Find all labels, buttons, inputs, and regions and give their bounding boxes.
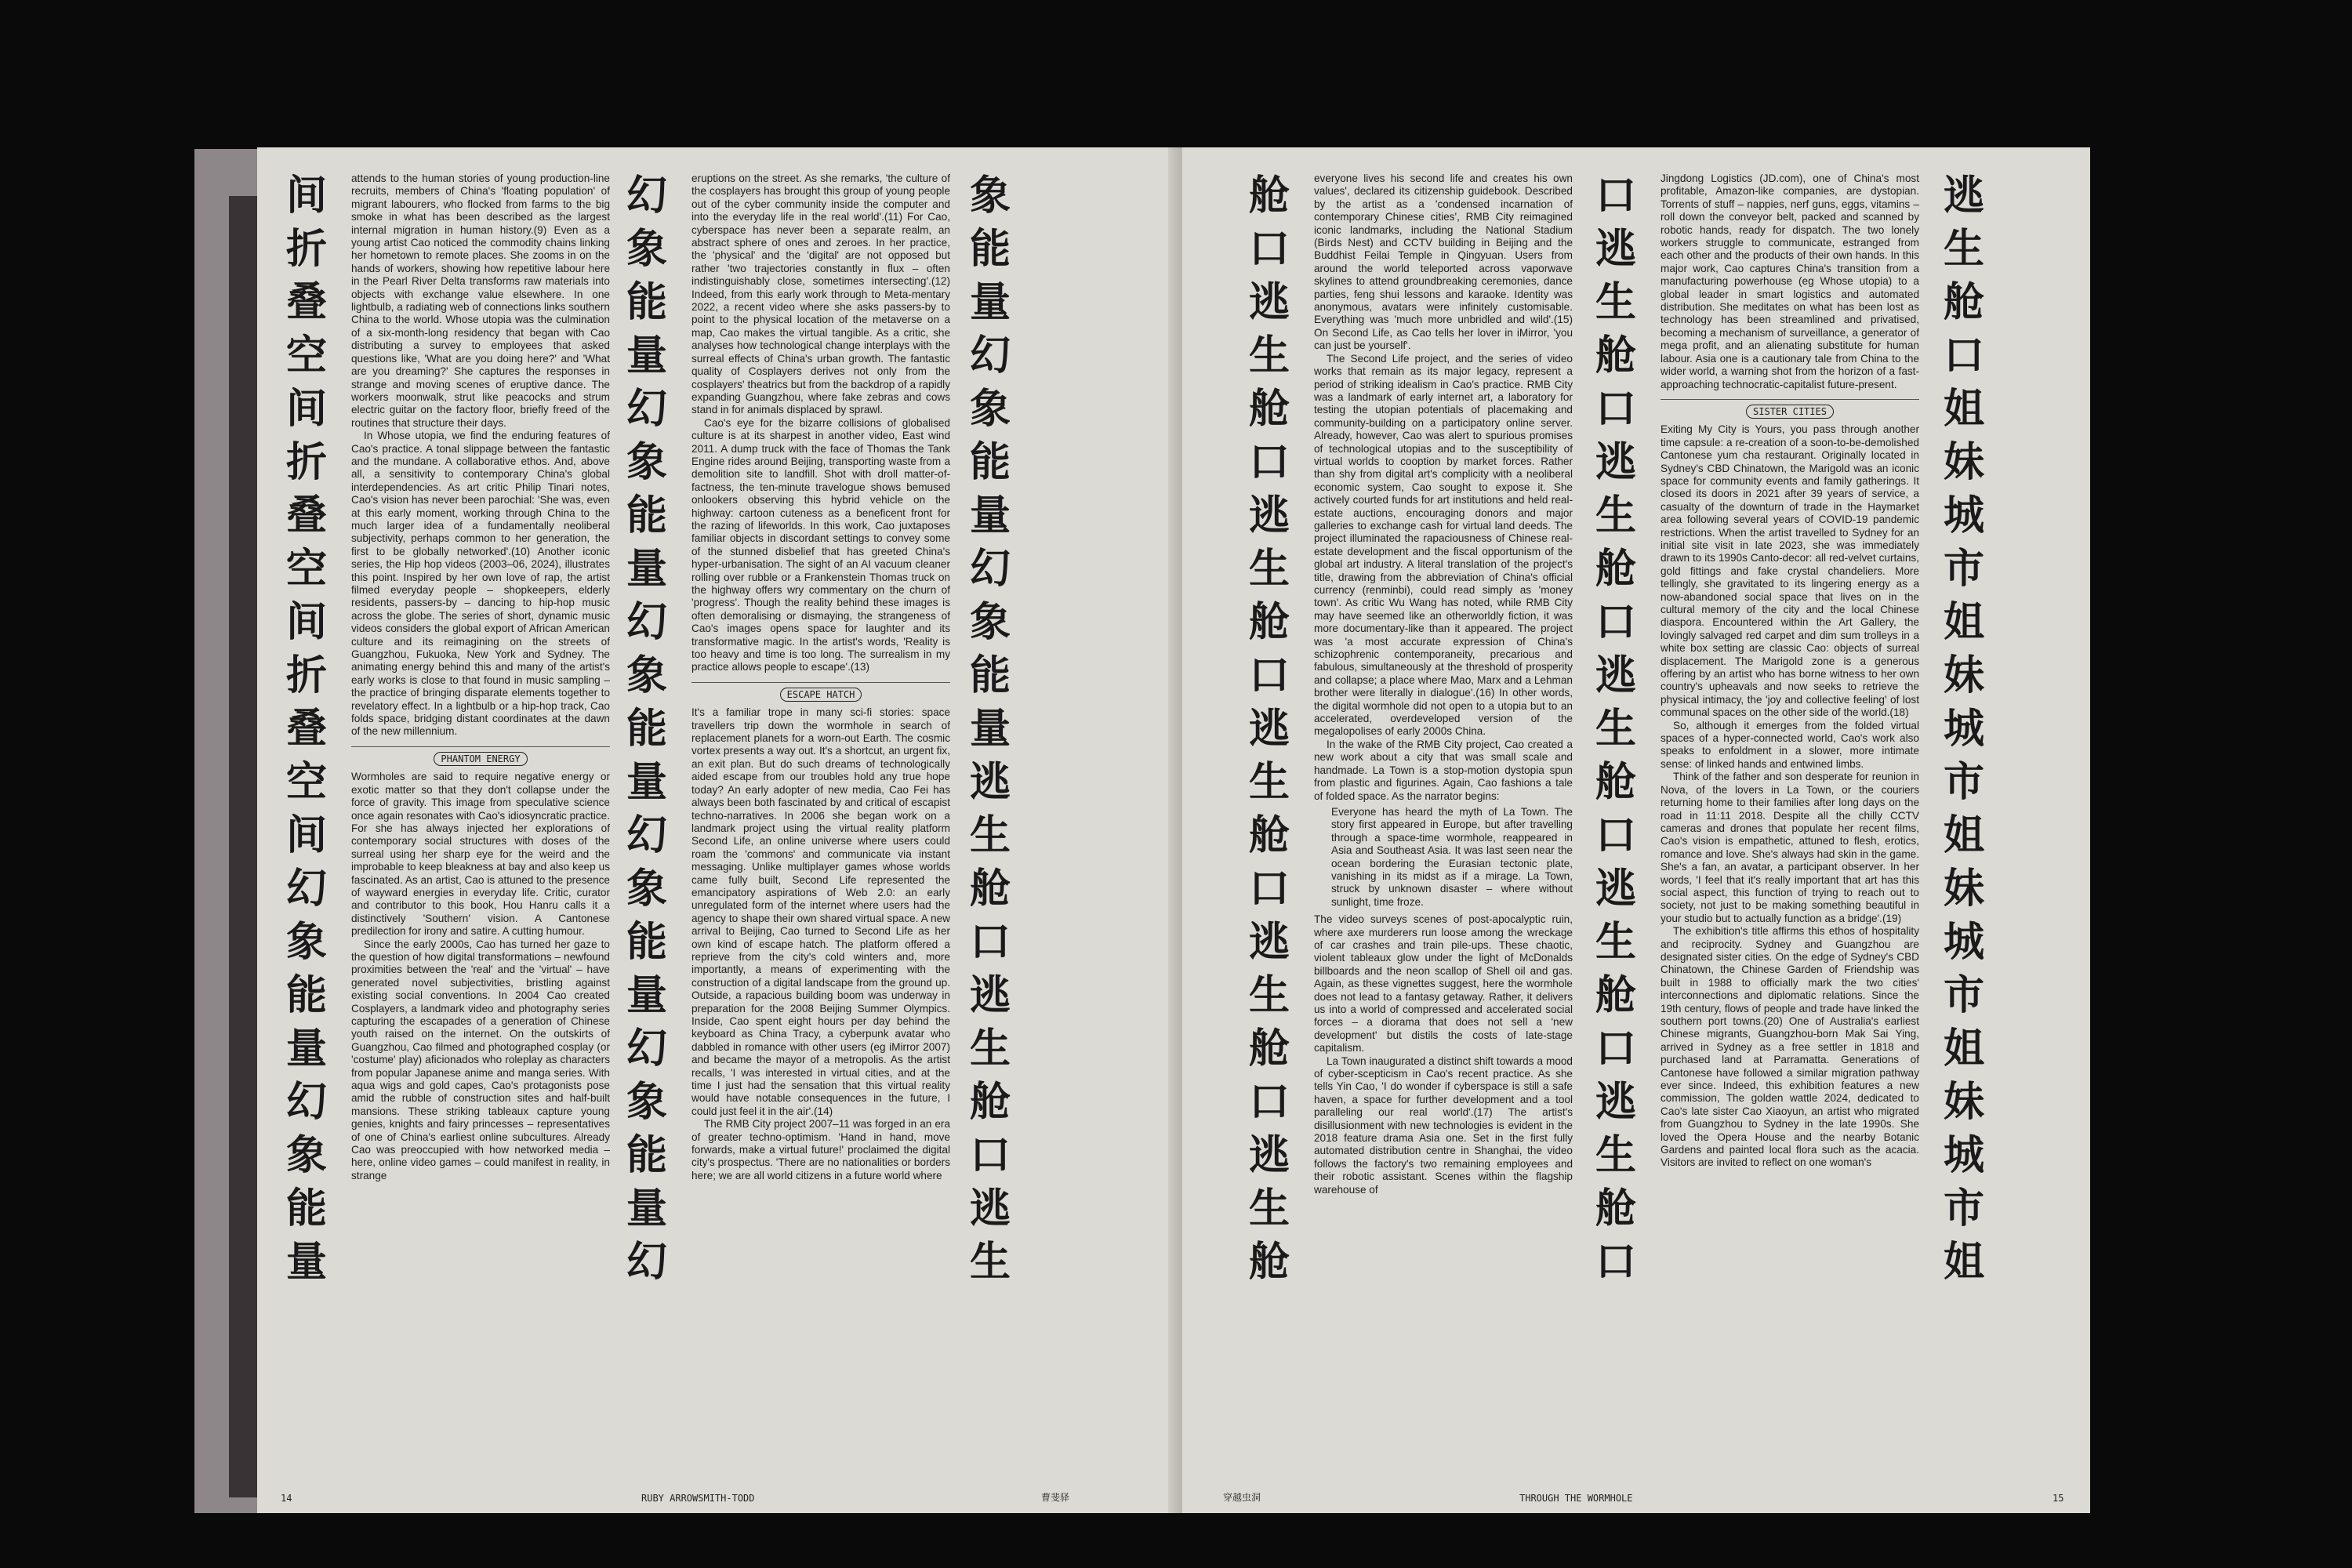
running-head-cjk: 穿越虫洞 [1223,1492,1261,1503]
paragraph: The exhibition's title affirms this ethos of hospitality and reciprocity. Sydney and Guangzhou are designated sister cities. On the edge of Sydney's CBD Chinatown, the Chinese Garden of Friendship was built in 1988 to officially mark the two cities' interconnections and diplomatic relations. Since the 19th century, flows of people and trade have linked the southern port towns.(20) One of Australia's earliest Chinese migrants, Guangzhou-born Mak Sai Ying, arrived in Sydney as a free settler in 1818 and purchased land at Parramatta. Generations of Cantonese have followed a similar migration pathway ever since. Indeed, this exhibition features a new commission, The golden wattle 2024, dedicated to Cao's late sister Cao Xiaoyun, an artist who migrated from Guangzhou to Sydney in the late 1990s. She loved the Opera House and the nearby Botanic Gardens and painted local flora such as the acacia. Visitors are invited to reflect on one woman's [1661,925,1919,1169]
cjk-vertical-strip: 逃生舱口姐妹城市姐妹城市姐妹城市姐妹城市姐 [1943,172,1984,1286]
running-head: THROUGH THE WORMHOLE [1519,1493,1633,1504]
cjk-vertical-strip: 舱口逃生舱口逃生舱口逃生舱口逃生舱口逃生舱 [1248,172,1290,1286]
paragraph: Since the early 2000s, Cao has turned her gaze to the question of how digital transformations – newfound proximities between the 'real' and the 'virtual' – have generated novel subjectivities, bristling against existing social conventions. In 2004 Cao created Cosplayers, a landmark video and photography series capturing the escapades of a generation of Chinese youth raised on the internet. On the outskirts of Guangzhou, Cao filmed and photographed cosplay (or 'costume' play) aficionados who roleplay as characters from popular Japanese anime and manga series. With aqua wigs and gold capes, Cao's protagonists pose amid the rubble of construction sites and half-built mansions. These striking tableaux capture young genies, knights and fairy princesses – representatives of one of China's earliest online subcultures. Already Cao was preoccupied with how networked media – here, online video games – could manifest in reality, in strange [351,938,610,1181]
section-heading: ESCAPE HATCH [780,688,862,702]
paragraph: Jingdong Logistics (JD.com), one of China's most profitable, Amazon-like companies, are dystopian. Torrents of stuff – nappies, nerf guns, eggs, vitamins – roll down the conveyor belt, packed and scanned by robotic hands, ready for dispatch. The two lonely workers struggle to communicate, estranged from each other and the products of their own hands. In this major work, Cao captures China's transition from a manufacturing powerhouse (eg Whose utopia) to a global leader in smart logistics and automated distribution. She meditates on what has been lost as technology has been streamlined and privatised, becoming a mechanism of surveillance, a generator of mega profit, and an alienating substitute for human labour. Asia one is a cautionary tale from China to the wider world, a warning shot from the horizon of a fast-approaching technocratic-capitalist future-present. [1661,172,1919,390]
right-page [1182,147,2090,1513]
cjk-vertical-strip: 象能量幻象能量幻象能量逃生舱口逃生舱口逃生 [969,172,1011,1286]
section-heading-wrap [1661,399,1919,419]
folio: 15 [2053,1493,2064,1504]
paragraph: In the wake of the RMB City project, Cao created a new work about a city that was small scale and handmade. La Town is a stop-motion dystopia spun from plastic and figurines. Again, Cao fashions a tale of folded space. As the narrator begins: [1314,738,1573,802]
paragraph: Wormholes are said to require negative energy or exotic matter so that they don't collapse under the force of gravity. This image from speculative science once again resonates with Cao's idiosyncratic practice. For she has always injected her explorations of contemporary social structures with doses of the surreal using her sharp eye for the weird and the improbable to keep bleakness at bay and also keep us fascinated. As an artist, Cao is attuned to the presence of wayward energies in everyday life. Critic, curator and contributor to this book, Hou Hanru calls it a distinctively 'Southern' vision. A Cantonese predilection for irony and satire. A cutting humour. [351,771,610,938]
text-column-1 [351,172,610,1480]
section-heading-wrap [691,682,950,702]
paragraph: The RMB City project 2007–11 was forged in an era of greater techno-optimism. 'Hand in hand, move forwards, make a virtual future!' proclaimed the digital city's prospectus. 'There are no nationalities or borders here; we are all world citizens in a future world where [691,1118,950,1181]
section-heading: PHANTOM ENERGY [434,752,527,766]
paragraph: La Town inaugurated a distinct shift towards a mood of cyber-scepticism in Cao's recent practice. As she tells Yin Cao, 'I do wonder if cyberspace is still a safe haven, a space for further development and a tool paralleling our real world'.(17) The artist's disillusionment with new technologies is evident in the 2018 feature drama Asia one. Set in the first fully automated distribution centre in Shanghai, the video follows the factory's two remaining employees and their robotic assistant. Scenes within the flagship warehouse of [1314,1054,1573,1196]
block-quote: Everyone has heard the myth of La Town. The story first appeared in Europe, but after travelling through a space-time wormhole, reappeared in Asia and Southeast Asia. It was last seen near the ocean bordering the Eurasian tectonic plate, vanishing in its midst as if a mirage. La Town, struck by unknown disaster – where without sunlight, time froze. [1331,805,1573,908]
cjk-vertical-strip: 间折叠空间折叠空间折叠空间幻象能量幻象能量 [285,172,327,1286]
paragraph: It's a familiar trope in many sci-fi stories: space travellers trip down the wormhole in search of replacement planets for a worn-out Earth. The cosmic vortex presents a way out. It's a shortcut, an urgent fix, an exit plan. But do such dreams of technologically aided escape from our troubles hold any true hope today? An early adopter of new media, Cao Fei has always been both fascinated by and critical of escapist techno-narratives. In 2006 she began work on a landmark project using the virtual reality platform Second Life, an online universe where users could roam the 'commons' and communicate via instant messaging. Unlike multiplayer games whose worlds came fully built, Second Life represented the emancipatory aspirations of Web 2.0: an early unregulated form of the internet where users had the agency to shape their own shared virtual space. A new arrival to Beijing, Cao turned to Second Life as her own kind of escape hatch. The platform offered a reprieve from the city's cold winters and, more importantly, a means of experimenting with the construction of a digital landscape from the ground up. Outside, a rapacious building boom was underway in preparation for the 2008 Beijing Summer Olympics. Inside, Cao spent eight hours per day behind the keyboard as China Tracy, a cyberpunk avatar who dabbled in romance with other users (eg iMirror 2007) and became the mayor of a metropolis. As the artist recalls, 'I was interested in virtual cities, and at the time I just had the sensation that this virtual reality would have notable consequences in the future, I could just feel it in the air'.(14) [691,706,950,1117]
paragraph: So, although it emerges from the folded virtual spaces of a hyper-connected world, Cao's work also speaks to enfoldment in a slower, more intimate sense: of linked hands and entwined limbs. [1661,719,1919,770]
folio: 14 [281,1493,292,1504]
paragraph: Cao's eye for the bizarre collisions of globalised culture is at its sharpest in another video, East wind 2011. A dump truck with the face of Thomas the Tank Engine rides around Beijing, transporting waste from a demolition site to landfill. Shot with droll matter-of-factness, the ten-minute travelogue shows bemused onlookers observing this hybrid vehicle on the highway: cartoon cuteness as a beneficent front for the razing of lifeworlds. In this work, Cao juxtaposes familiar objects in discordant settings to convey some of the stunned disbelief that has greeted China's hyper-urbanisation. The sight of an AI vacuum cleaner rolling over rubble or a Frankenstein Thomas truck on the highway offers wry commentary on the churn of 'progress'. Though the reality behind these images is often demoralising or dismaying, the strangeness of Cao's images opens space for laughter and its transformative magic. In the artist's words, 'Reality is too heavy and time is too long. The surrealism in my practice allows people to escape'.(13) [691,416,950,673]
paragraph: The video surveys scenes of post-apocalyptic ruin, where axe murderers run loose among the wreckage of car crashes and train pile-ups. These chaotic, violent tableaux glow under the light of McDonalds billboards and the neon scallop of Shell oil and gas. Again, as these vignettes suggest, here the wormhole does not lead to a fantasy getaway. Rather, it delivers us into a world of compressed and accelerated social forces – a diorama that does not sell a 'new development' but distils the costs of late-stage capitalism. [1314,913,1573,1054]
paragraph: The Second Life project, and the series of video works that remain as its major legacy, represent a period of striking idealism in Cao's practice. RMB City was a landmark of early internet art, a laboratory for testing the utopian potentials of placemaking and community-building on a participatory online server. Already, however, Cao was alert to spurious promises of technological utopias and to the susceptibility of virtual worlds to cooption by market forces. Rather than shy from digital art's complicity with a neoliberal economic system, Cao sought to expose it. She actively courted funds for art institutions and held real-estate auctions, encouraging donors and major galleries to exchange cash for virtual land deeds. The project illuminated the rapaciousness of Chinese real-estate development and the fiscal opportunism of the global art industry. A literal translation of the project's title, drawing from the abbreviation of China's official currency (renminbi), could read simply as 'money town'. As critic Wu Wang has noted, while RMB City may have seemed like an otherworldly fiction, it was more documentary-like than it appeared. The project was 'a most accurate expression of China's schizophrenic contemporaneity, precarious and fabulous, simultaneously at the threshold of prosperity and collapse; a place where Mao, Marx and a Lehman brother were literally in dialogue'.(16) In other words, the digital wormhole did not open to a utopia but to an accelerated, overdeveloped version of the megalopolises of early 2000s China. [1314,352,1573,738]
running-head: RUBY ARROWSMITH-TODD [641,1493,755,1504]
text-column-1 [1314,172,1573,1480]
text-column-2 [691,172,950,1480]
paragraph: eruptions on the street. As she remarks, 'the culture of the cosplayers has brought this group of young people out of the cyber community inside the computer and into the everyday life in the real world'.(11) For Cao, cyberspace has never been a separate realm, an abstract sphere of ones and zeroes. In her practice, the 'physical' and the 'digital' are not opposed but rather 'two trajectories constantly in flux – often indistinguishably close, sometimes intersecting'.(12) Indeed, from this early work through to Meta-mentary 2022, a recent video where she asks passers-by to point to the physical location of the metaverse on a map, Cao makes the virtual tangible. As a critic, she analyses how technological change interplays with the surreal effects of China's urban growth. The fantastic quality of Cosplayers derives not only from the cosplayers' theatrics but from the backdrop of a rapidly expanding Guangzhou, where fake zebras and cows stand in for animals displaced by sprawl. [691,172,950,416]
left-page [257,147,1178,1513]
section-heading: SISTER CITIES [1746,405,1834,419]
section-heading-wrap [351,746,610,766]
paragraph: everyone lives his second life and creates his own values', declared its citizenship guidebook. Described by the artist as a 'condensed incarnation of contemporary Chinese cities', RMB City reimagined iconic landmarks, including the National Stadium (Birds Nest) and CCTV building in Beijing and the Buddhist Feilai Temple in Qingyuan. Users from around the world teleported across vaporwave skylines to attend groundbreaking ceremonies, dance parties, feng shui lessons and karaoke. Identity was anonymous, avatars were infinitely customisable. Everything was 'much more unbridled and wild'.(15) On Second Life, as Cao tells her lover in iMirror, 'you can just be yourself'. [1314,172,1573,352]
running-head-cjk: 曹斐驿 [1041,1492,1070,1503]
text-column-2 [1661,172,1919,1480]
paragraph: Exiting My City is Yours, you pass through another time capsule: a re-creation of a soon-to-be-demolished Cantonese yum cha restaurant. Originally located in Sydney's CBD Chinatown, the Marigold was an iconic space for community events and family gatherings. It closed its doors in 2021 after 39 years of service, a casualty of the downturn of trade in the Haymarket area following several years of COVID-19 pandemic restrictions. When the artist travelled to Sydney for an initial site visit in late 2023, she was immediately drawn to its 1990s Canto-decor: all red-velvet curtains, gold fittings and fake crystal chandeliers. More tellingly, she gravitated to its lingering energy as a now-abandoned social space that lives on in the cultural memory of the city and the local Chinese diaspora. Encountered within the Art Gallery, the lovingly salvaged red carpet and dim sum trolleys in a white box setting are classic Cao: objects of surreal displacement. The Marigold zone is a generous offering by an artist who has borne witness to her own country's upheavals and now seeks to retrieve the physical intimacy, the 'joy and collective feeling' of lost communal spaces on the other side of the world.(18) [1661,423,1919,719]
cjk-vertical-strip: 幻象能量幻象能量幻象能量幻象能量幻象能量幻 [626,172,667,1286]
paragraph: Think of the father and son desperate for reunion in Nova, of the lovers in La Town, or the couriers returning home to their families after long days on the road in 11:11 2018. Despite all the chilly CCTV cameras and drones that populate her recent films, Cao's vision is empathetic, attuned to flesh, erotics, romance and love. She's always had skin in the game. She's a fan, an avatar, a participant observer. In her words, 'I feel that it's really important that art has this social aspect, this function of trying to reach out to society, not just to be making something beautiful in your studio but to actually function as a bridge'.(19) [1661,771,1919,924]
cjk-vertical-strip: 口逃生舱口逃生舱口逃生舱口逃生舱口逃生舱口 [1595,172,1636,1286]
paragraph: attends to the human stories of young production-line recruits, members of China's 'floating population' of migrant labourers, who flocked from farms to the big smoke in what has been described as the largest internal migration in human history.(9) Even as a young artist Cao noticed the commodity chains linking her hometown to remote places. She zooms in on the hands of workers, showing how repetitive labour here in the Pearl River Delta transforms raw materials into objects with exchange value elsewhere. In one lightbulb, a radiating web of connections links southern China to the world. Whose utopia was the culmination of a six-month-long residency that began with Cao distributing a survey to employees that asked questions like, 'What are you doing here?' and 'What are you dreaming?' She captures the responses in strange and moving scenes of eruptive dance. The workers moonwalk, strut like peacocks and strum electric guitar on the factory floor, briefly freed of the routines that structure their days. [351,172,610,429]
paragraph: In Whose utopia, we find the enduring features of Cao's practice. A tonal slippage between the fantastic and the mundane. A collaborative ethos. And, above all, a sensitivity to contemporary China's global interdependencies. As art critic Philip Tinari notes, Cao's vision has never been parochial: 'She was, even at this early moment, working through China to the much larger idea of a fundamentally neoliberal subjectivity, perhaps common to her generation, the first to be globally networked'.(10) Another iconic series, the Hip hop videos (2003–06, 2024), illustrates this point. Inspired by her own love of rap, the artist filmed everyday people – shopkeepers, elderly residents, passers-by – dancing to hip-hop music across the globe. The series of short, dynamic music videos considers the global export of African American culture and its reimagining on the streets of Guangzhou, Fukuoka, New York and Sydney. The animating energy behind this and many of the artist's early works is close to that found in music sampling – the practice of bringing disparate elements together to revelatory effect. In a lightbulb or a hip-hop track, Cao folds space, bridging distant coordinates at the dawn of the new millennium. [351,430,610,738]
